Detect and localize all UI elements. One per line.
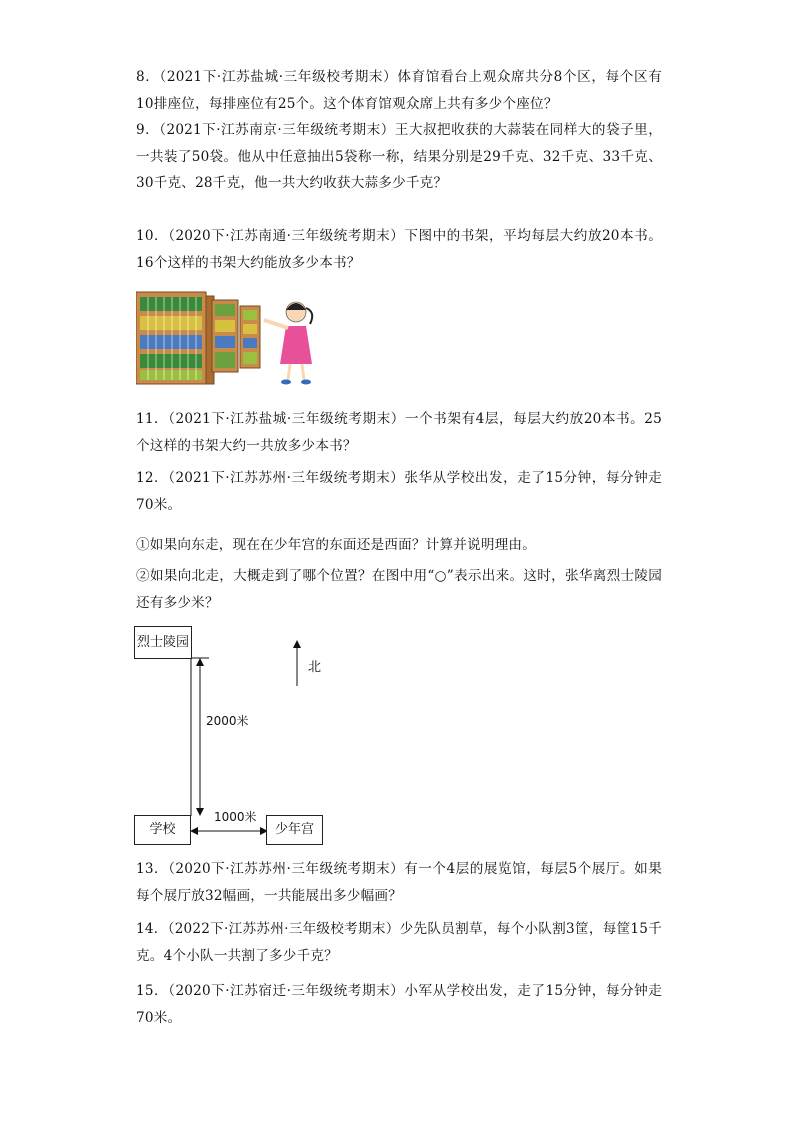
question-13: 13．（2020下·江苏苏州·三年级统考期末）有一个4层的展览馆，每层5个展厅。如果每个展厅放32幅画，一共能展出多少幅画？ [136,861,662,904]
question-11: 11．（2021下·江苏盐城·三年级统考期末）一个书架有4层，每层大约放20本书。25个这样的书架大约一共放多少本书？ [136,411,662,454]
question-15: 15．（2020下·江苏宿迁·三年级统考期末）小军从学校出发，走了15分钟，每分钟走70米。 [136,983,662,1026]
question-12-part-1: ①如果向东走，现在在少年宫的东面还是西面？计算并说明理由。 [136,537,537,553]
bookshelf-girl-illustration [136,290,321,390]
question-12: 12．（2021下·江苏苏州·三年级统考期末）张华从学校出发，走了15分钟，每分钟走70米。 [136,470,662,513]
distance-east-label: 1000米 [214,810,257,824]
question-10: 10．（2020下·江苏南通·三年级统考期末）下图中的书架，平均每层大约放20本书。16个这样的书架大约能放多少本书？ [136,228,662,271]
youth-palace-box: 少年宫 [266,815,323,845]
distance-north-label: 2000米 [206,714,249,728]
cemetery-box: 烈士陵园 [134,626,192,659]
school-box: 学校 [134,815,191,845]
question-12-part-2: ②如果向北走，大概走到了哪个位置？在图中用“○”表示出来。这时，张华离烈士陵园还有多少米？ [136,568,662,611]
question-14: 14．（2022下·江苏苏州·三年级校考期末）少先队员割草，每个小队割3筐，每筐15千克。4个小队一共割了多少千克？ [136,921,662,964]
question-9: 9．（2021下·江苏南京·三年级统考期末）王大叔把收获的大蒜装在同样大的袋子里，一共装了50袋。他从中任意抽出5袋称一称，结果分别是29千克、32千克、33千克、30千克、28千克，他一共大约收获大蒜多少千克？ [136,122,662,191]
question-8: 8．（2021下·江苏盐城·三年级校考期末）体育馆看台上观众席共分8个区，每个区有10排座位，每排座位有25个。这个体育馆观众席上共有多少个座位？ [136,69,662,112]
route-map-diagram [134,626,334,848]
north-label: 北 [308,660,322,675]
